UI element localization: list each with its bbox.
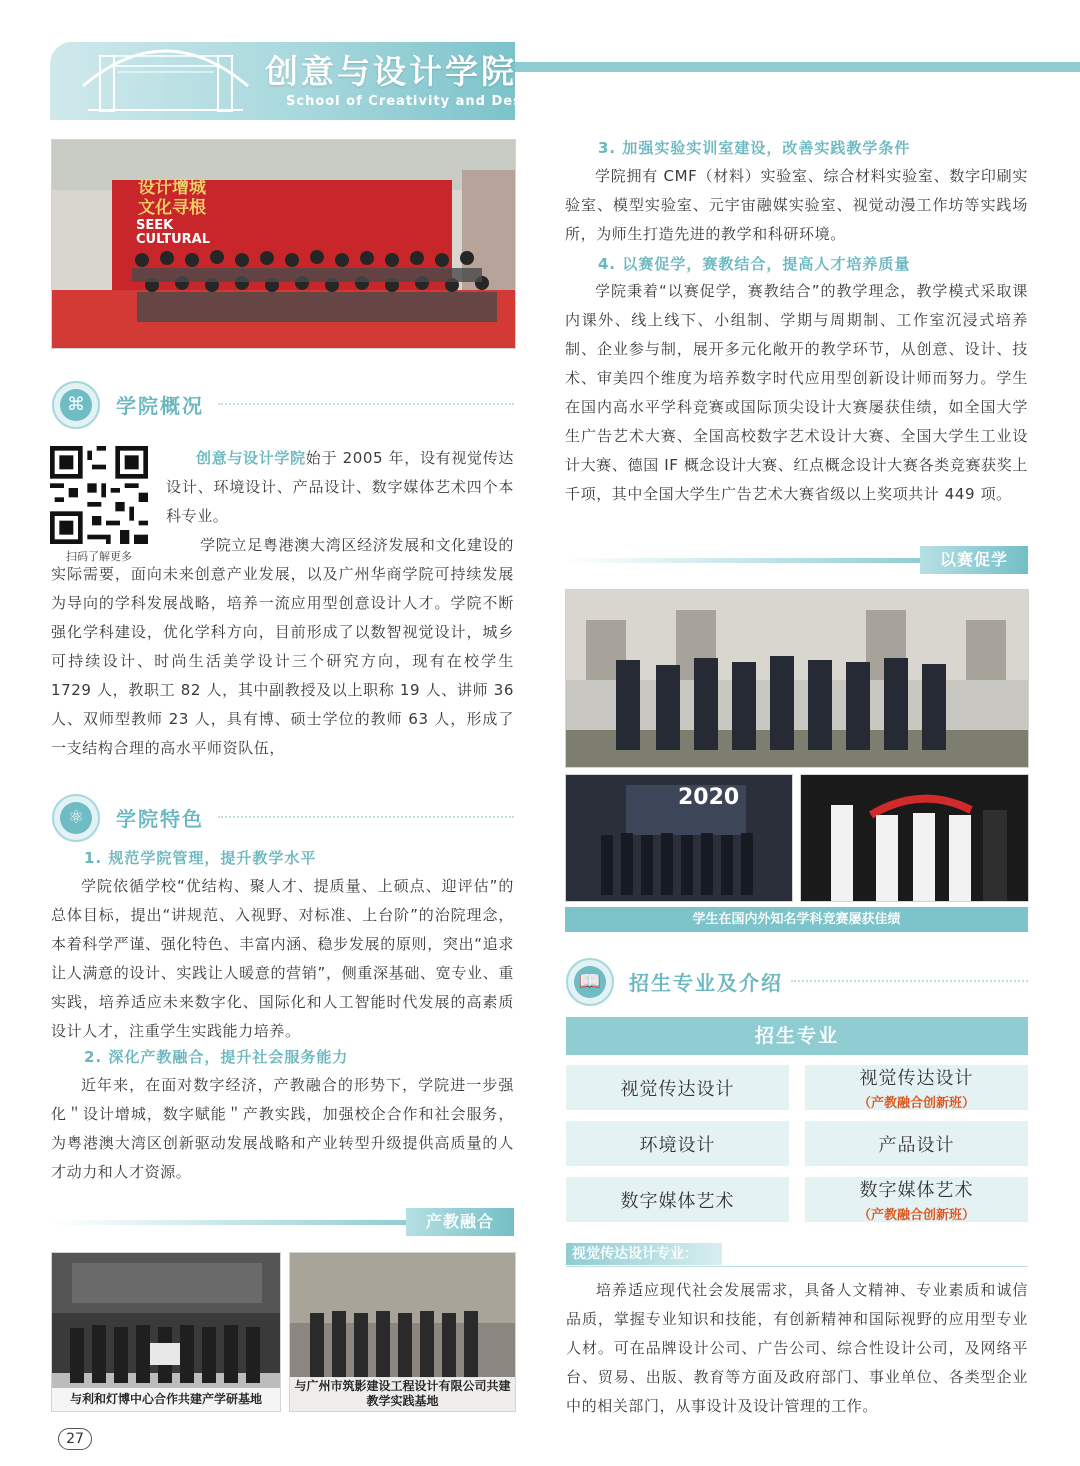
overview-paragraph: 学院立足粤港澳大湾区经济发展和文化建设的实际需要，面向未来创意产业发展，以及广州华商学院可持续发展为导向的学科发展战略，培养一流应用型创意设计人才。学院不断强化学科建设，优化学科方向，目前形成了以数智视觉设计，城乡可持续设计、时尚生活美学设计三个研究方向，现有在校学生 1729 人，教职工 82 人，其中副教授及以上职称 19 人、讲师 36 人、双师型教师 23 人，具有博、硕士学位的教师 63 人，形成了一支结构合理的高水平师资队伍， bbox=[51, 536, 514, 757]
contest-ribbon-line bbox=[565, 558, 925, 563]
overview-heading: 学院概况 bbox=[116, 394, 204, 418]
industry-ribbon-line bbox=[51, 1220, 411, 1225]
feature-body-4: 学院秉着“以赛促学，赛教结合”的教学理念，教学模式采取课内课外、线上线下、小组制、学期与周期制、工作室沉浸式培养制、企业参与制，展开多元化敞开的教学环节，从创意、设计、技术、审美四个维度为培养数字时代应用型创新设计师而努力。学生在国内高水平学科竞赛或国际顶尖设计大赛屡获佳绩，如全国大学生广告艺术大赛、全国高校数字艺术设计大赛、全国大学生工业设计大赛、德国 IF 概念设计大赛、红点概念设计大赛各类竞赛获奖上千项，其中全国大学生广告艺术大赛省级以上奖项共计 449 项。 bbox=[565, 282, 1028, 503]
caption-industry-1: 与利和灯博中心合作共建产学研基地 bbox=[52, 1388, 280, 1411]
banner-text-1: 设计增城 bbox=[138, 178, 206, 198]
vcd-divider bbox=[566, 1266, 1028, 1267]
caption-contest: 学生在国内外知名学科竞赛屡获佳绩 bbox=[565, 907, 1028, 932]
banner-text-2: 文化寻根 bbox=[138, 198, 206, 218]
banner-text-4: CULTURAL bbox=[136, 232, 211, 247]
vcd-description: 培养适应现代社会发展需求，具备人文精神、专业素质和诚信品质，掌握专业知识和技能，有创新精神和国际视野的应用型专业人材。可在品牌设计公司、广告公司、综合性设计公司，及网络平台、贸易、出版、教育等方面及政府部门、事业单位、各类型企业中的相关部门，从事设计及设计管理的工作。 bbox=[566, 1281, 1028, 1415]
major-note: （产教融合创新班） bbox=[857, 1208, 975, 1223]
contest-ribbon: 以赛促学 bbox=[920, 546, 1028, 574]
major-cell: 数字媒体艺术 bbox=[566, 1177, 789, 1222]
overview-icon: ⌘ bbox=[52, 381, 100, 429]
feature-body-1: 学院依循学校“优结构、聚人才、提质量、上硕点、迎评估”的总体目标，提出“讲规范、入视野、对标准、上台阶”的治院理念，本着科学严谨、强化特色、丰富内涵、稳步发展的原则，突出“追求让人满意的设计、实践让人暖意的营销”，侧重深基础、宽专业、重实践，培养适应未来数字化、国际化和人工智能时代发展的高素质设计人才，注重学生实践能力培养。 bbox=[51, 877, 514, 1040]
majors-divider bbox=[791, 980, 1028, 982]
photo-contest-group bbox=[565, 589, 1029, 768]
overview-body bbox=[51, 531, 514, 763]
feature-heading-3: 3. 加强实验实训室建设，改善实践教学条件 bbox=[598, 139, 911, 157]
feature-body-3: 学院拥有 CMF（材料）实验室、综合材料实验室、数字印刷实验室、模型实验室、元宇宙融媒实验室、视觉动漫工作坊等实践场所，为师生打造先进的教学和科研环境。 bbox=[565, 167, 1028, 243]
major-note: （产教融合创新班） bbox=[857, 1096, 975, 1111]
page-number: 27 bbox=[58, 1428, 92, 1450]
photo-industry-1 bbox=[51, 1252, 281, 1412]
features-heading: 学院特色 bbox=[116, 807, 204, 831]
page-title: 创意与设计学院 bbox=[265, 52, 517, 91]
college-name: 创意与设计学院 bbox=[196, 449, 306, 467]
page-subtitle: School of Creativity and Design bbox=[286, 94, 548, 109]
majors-icon: 📖 bbox=[566, 958, 614, 1006]
caption-industry-2: 与广州市筑影建设工程设计有限公司共建教学实践基地 bbox=[290, 1377, 515, 1411]
photo-ceremony bbox=[51, 139, 516, 349]
majors-heading: 招生专业及介绍 bbox=[629, 971, 783, 995]
qr-code-icon bbox=[50, 446, 148, 544]
majors-table-header: 招生专业 bbox=[566, 1017, 1028, 1055]
photo-contest-award bbox=[800, 774, 1029, 902]
major-cell: 视觉传达设计 bbox=[566, 1065, 789, 1110]
overview-divider bbox=[218, 403, 514, 405]
major-cell: 数字媒体艺术 （产教融合创新班） bbox=[805, 1177, 1028, 1222]
feature-body-2: 近年来，在面对数字经济，产教融合的形势下，学院进一步强化＂设计增城，数字赋能＂产教实践，加强校企合作和社会服务，为粤港澳大湾区创新驱动发展战略和产业转型升级提供高质量的人才动力和人才资源。 bbox=[51, 1076, 514, 1181]
qr-caption: 扫码了解更多 bbox=[66, 550, 132, 563]
overview-intro bbox=[166, 444, 514, 531]
major-cell: 产品设计 bbox=[805, 1121, 1028, 1166]
photo-contest-stage bbox=[565, 774, 793, 902]
header-rule bbox=[500, 62, 1080, 72]
banner-text-3: SEEK bbox=[136, 218, 174, 233]
contest-year: 2020 bbox=[678, 785, 740, 810]
features-divider bbox=[218, 816, 514, 818]
feature-heading-2: 2. 深化产教融合，提升社会服务能力 bbox=[84, 1048, 349, 1066]
feature-heading-4: 4. 以赛促学，赛教结合，提高人才培养质量 bbox=[598, 255, 911, 273]
vcd-tag: 视觉传达设计专业： bbox=[566, 1243, 722, 1265]
features-icon: ⚛ bbox=[52, 794, 100, 842]
overview-intro-text: 始于 2005 年，设有视觉传达设计、环境设计、产品设计、数字媒体艺术四个本科专业。 bbox=[166, 449, 514, 525]
major-cell: 环境设计 bbox=[566, 1121, 789, 1166]
campus-gate-icon bbox=[78, 26, 253, 114]
major-cell: 视觉传达设计 （产教融合创新班） bbox=[805, 1065, 1028, 1110]
industry-ribbon: 产教融合 bbox=[406, 1208, 514, 1236]
photo-industry-2 bbox=[289, 1252, 516, 1412]
feature-heading-1: 1. 规范学院管理，提升教学水平 bbox=[84, 849, 317, 867]
